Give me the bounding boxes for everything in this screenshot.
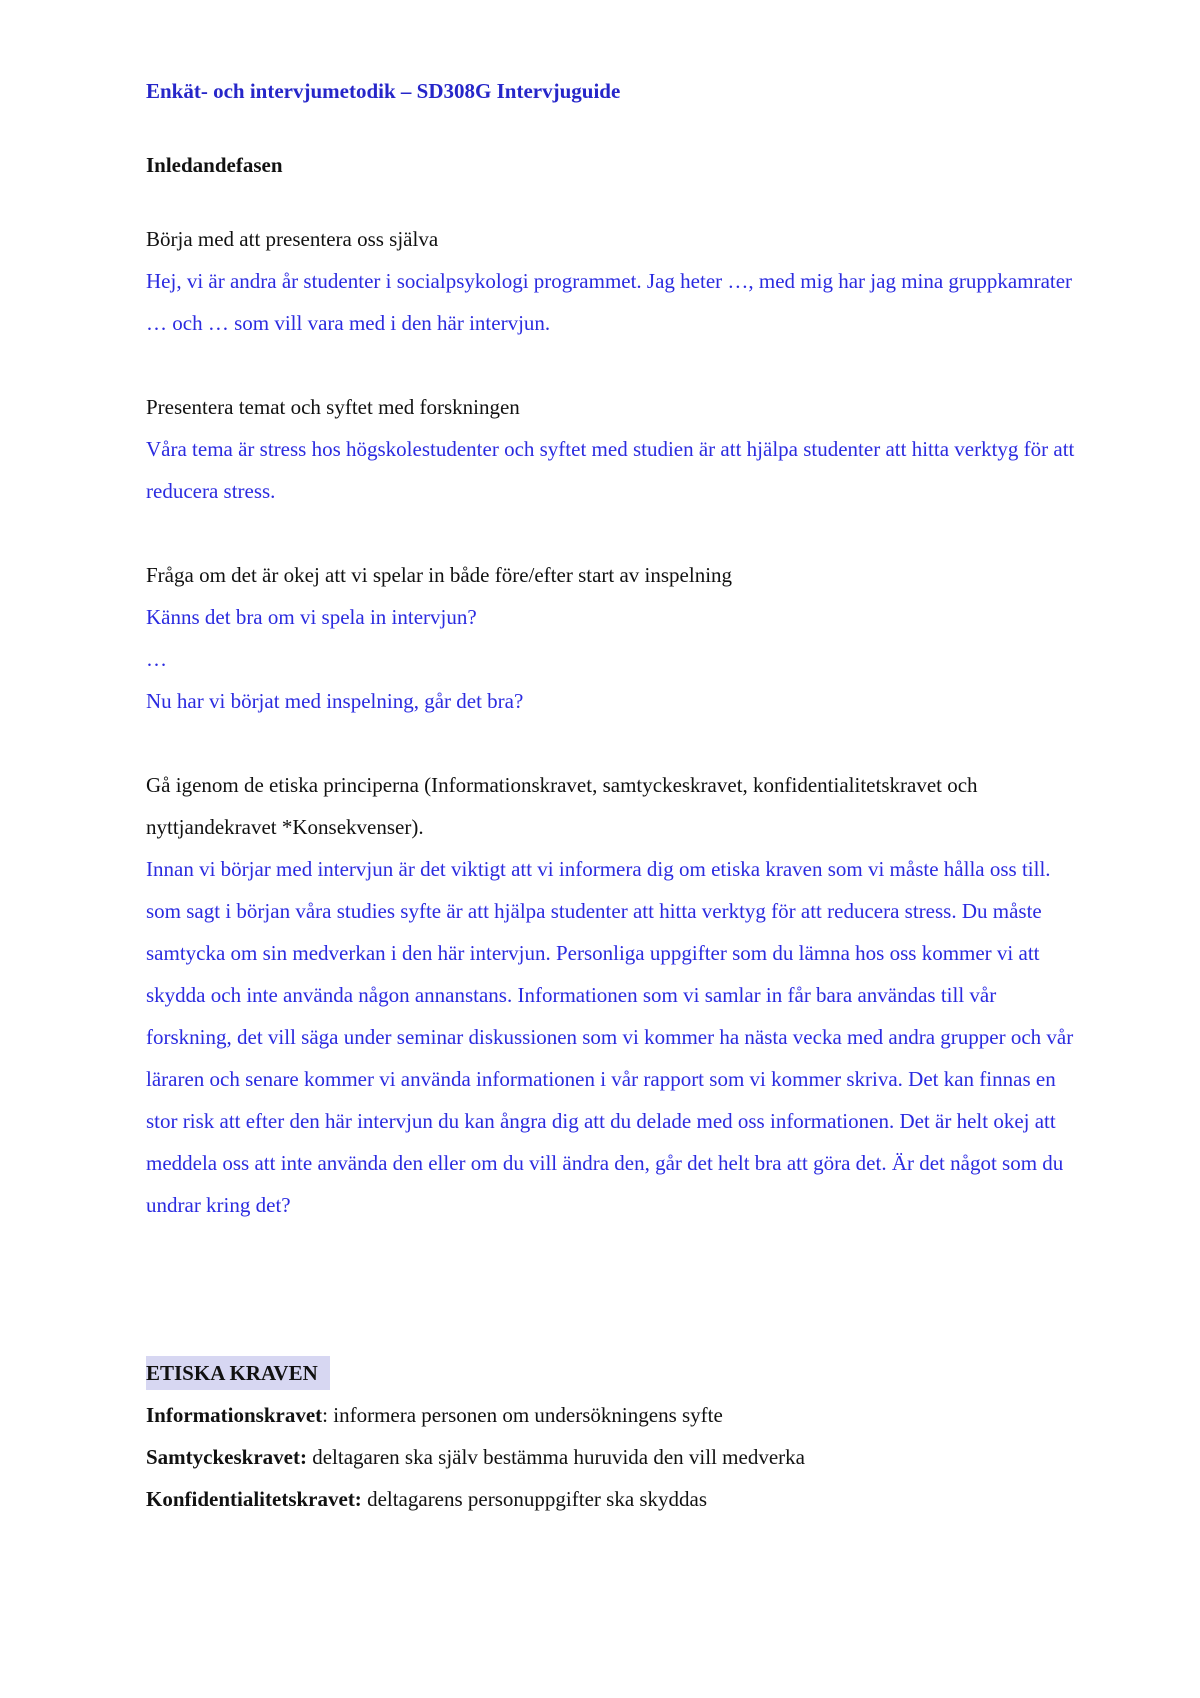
ethics-definition: informera personen om undersökningens syfte (328, 1403, 723, 1427)
step-3-script: Känns det bra om vi spela in intervjun? (146, 605, 477, 629)
step-2-instruction: Presentera temat och syftet med forskningen (146, 395, 520, 419)
ethics-separator: : (322, 1403, 328, 1427)
step-4-script: Innan vi börjar med intervjun är det viktigt att vi informera dig om etiska kraven som vi måste hålla oss till. som sagt i början våra studies syfte är att hjälpa studenter att hitta verktyg för att reducera stress. Du måste samtycka om sin medverkan i den här intervjun. Personliga uppgifter som du lämna hos oss kommer vi att skydda och inte använda någon annanstans. Informationen som vi samlar in får bara användas till vår forskning, det vill säga under seminar diskussionen som vi kommer ha nästa vecka med andra grupper och vår läraren och senare kommer vi använda informationen i vår rapport som vi kommer skriva. Det kan finnas en stor risk att efter den här intervjun du kan ångra dig att du delade med oss informationen. Det är helt okej att meddela oss att inte använda den eller om du vill ändra den, går det helt bra att göra det. Är det något som du undrar kring det? (146, 857, 1074, 1217)
step-1-instruction: Börja med att presentera oss själva (146, 227, 439, 251)
step-3-instruction: Fråga om det är okej att vi spelar in både före/efter start av inspelning (146, 563, 733, 587)
ethics-heading-row (146, 1352, 1086, 1394)
ethics-term: Informationskravet (146, 1403, 323, 1427)
ethics-term: Konfidentialitetskravet: (146, 1487, 362, 1511)
step-1-script: Hej, vi är andra år studenter i socialpsykologi programmet. Jag heter …, med mig har jag mina gruppkamrater … och … som vill vara med i den här intervjun. (146, 269, 1073, 335)
step-3-script-2: Nu har vi börjat med inspelning, går det bra? (146, 689, 524, 713)
step-4-instruction: Gå igenom de etiska principerna (Informationskravet, samtyckeskravet, konfidentialitetskravet och nyttjandekravet *Konsekvenser). (146, 773, 978, 839)
ethics-definition: deltagaren ska själv bestämma huruvida den vill medverka (306, 1445, 805, 1469)
ethics-definition: deltagarens personuppgifter ska skyddas (361, 1487, 708, 1511)
step-2-script: Våra tema är stress hos högskolestudenter och syftet med studien är att hjälpa studenter att hitta verktyg för att reducera stress. (146, 437, 1075, 503)
ethics-item (146, 1394, 1086, 1436)
ethics-heading: ETISKA KRAVEN (146, 1356, 330, 1390)
document-content (146, 70, 1086, 1520)
section-heading: Inledandefasen (146, 153, 283, 177)
ethics-term: Samtyckeskravet: (146, 1445, 307, 1469)
ethics-item (146, 1478, 1086, 1520)
document-title: Enkät- och intervjumetodik – SD308G Intervjuguide (146, 79, 621, 103)
step-3-ellipsis: … (146, 647, 167, 671)
ethics-item (146, 1436, 1086, 1478)
